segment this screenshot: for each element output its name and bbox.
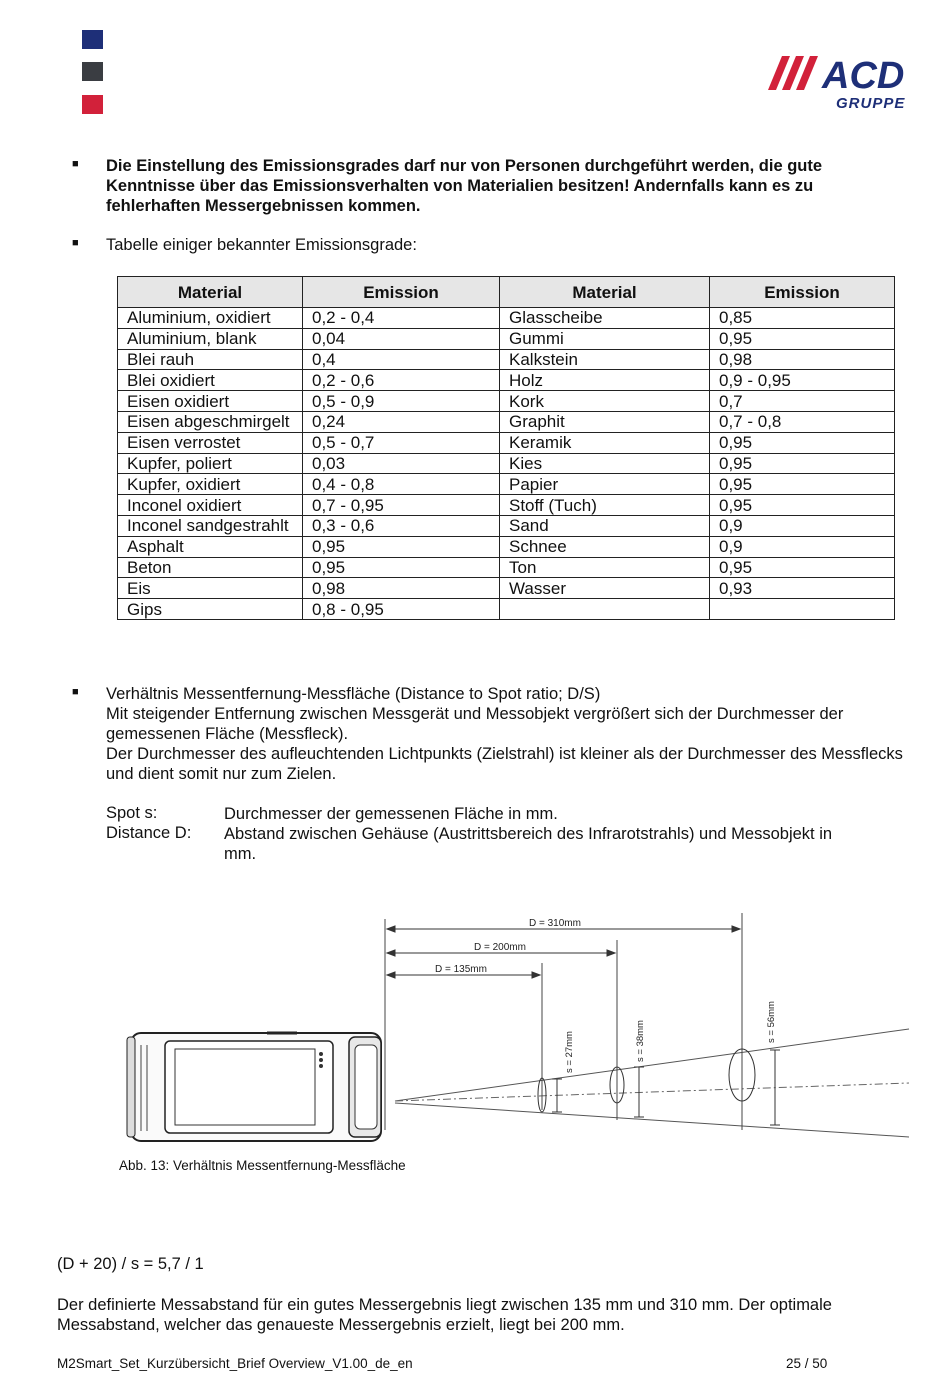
cell-material-right: Keramik (500, 432, 710, 453)
device-illustration (127, 1033, 381, 1141)
cell-emission-right: 0,85 (710, 308, 895, 329)
cell-material-left: Kupfer, poliert (118, 453, 303, 474)
cell-emission-right: 0,95 (710, 432, 895, 453)
table-row (118, 349, 895, 370)
cell-material-left: Inconel oxidiert (118, 495, 303, 516)
cell-material-right: Sand (500, 515, 710, 536)
table-row (118, 536, 895, 557)
label-d200: D = 200mm (474, 942, 526, 953)
cell-emission-right: 0,98 (710, 349, 895, 370)
cell-emission-right: 0,95 (710, 495, 895, 516)
table-row (118, 453, 895, 474)
cell-material-right: Glasscheibe (500, 308, 710, 329)
distance-text: Abstand zwischen Gehäuse (Austrittsbereich des Infrarotstrahls) und Messobjekt in mm. (224, 825, 833, 863)
cell-emission-right: 0,9 (710, 536, 895, 557)
table-row (118, 515, 895, 536)
cell-emission-left: 0,24 (303, 411, 500, 432)
cell-material-left: Inconel sandgestrahlt (118, 515, 303, 536)
footer-page-number: 25 / 50 (786, 1356, 828, 1371)
bullet-marker: ■ (72, 686, 79, 698)
cell-material-left: Aluminium, blank (118, 328, 303, 349)
header-emission-1: Emission (303, 277, 500, 308)
header-emission-2: Emission (710, 277, 895, 308)
cell-material-right: Gummi (500, 328, 710, 349)
label-s27: s = 27mm (564, 1031, 575, 1073)
cell-material-left: Asphalt (118, 536, 303, 557)
cell-emission-left: 0,5 - 0,9 (303, 391, 500, 412)
cell-material-left: Eisen verrostet (118, 432, 303, 453)
footer-document-name: M2Smart_Set_Kurzübersicht_Brief Overview_V1.00_de_en (57, 1356, 413, 1371)
cell-emission-left: 0,04 (303, 328, 500, 349)
cell-emission-right (710, 599, 895, 620)
cell-material-right: Papier (500, 474, 710, 495)
header-material-1: Material (118, 277, 303, 308)
cell-emission-left: 0,03 (303, 453, 500, 474)
cell-emission-left: 0,5 - 0,7 (303, 432, 500, 453)
cell-material-right: Ton (500, 557, 710, 578)
header-material-2: Material (500, 277, 710, 308)
cell-material-left: Blei rauh (118, 349, 303, 370)
table-row (118, 370, 895, 391)
cell-material-left: Kupfer, oxidiert (118, 474, 303, 495)
cell-emission-left: 0,98 (303, 578, 500, 599)
cell-emission-right: 0,95 (710, 474, 895, 495)
warning-text: Die Einstellung des Emissionsgrades darf nur von Personen durchgeführt werden, die gute Kenntnisse über das Emissionsverhalten von Materialien besitzen! Andernfalls kann es zu fehlerhaften Messergebnissen kommen. (106, 157, 823, 215)
cell-emission-left: 0,2 - 0,4 (303, 308, 500, 329)
formula: (D + 20) / s = 5,7 / 1 (57, 1255, 204, 1273)
acd-logo (764, 46, 920, 116)
ds-block (106, 684, 906, 784)
brand-square-gray (82, 62, 103, 81)
bullet-marker: ■ (72, 158, 79, 170)
cell-emission-left: 0,4 (303, 349, 500, 370)
spot-text: Durchmesser der gemessenen Fläche in mm. (224, 805, 558, 823)
table-row (118, 495, 895, 516)
cell-material-right (500, 599, 710, 620)
table-row (118, 411, 895, 432)
distance-label: Distance D: (106, 824, 192, 842)
cell-emission-left: 0,3 - 0,6 (303, 515, 500, 536)
cell-emission-left: 0,2 - 0,6 (303, 370, 500, 391)
cell-emission-right: 0,93 (710, 578, 895, 599)
cell-material-left: Blei oxidiert (118, 370, 303, 391)
brand-square-navy (82, 30, 103, 49)
table-row (118, 308, 895, 329)
cell-emission-left: 0,8 - 0,95 (303, 599, 500, 620)
cell-emission-left: 0,95 (303, 536, 500, 557)
cell-material-left: Eisen abgeschmirgelt (118, 411, 303, 432)
cell-material-left: Aluminium, oxidiert (118, 308, 303, 329)
bullet-marker: ■ (72, 237, 79, 249)
cell-material-right: Kies (500, 453, 710, 474)
label-d135: D = 135mm (435, 964, 487, 975)
label-s38: s = 38mm (635, 1020, 646, 1062)
table-row (118, 578, 895, 599)
distance-spot-diagram (117, 905, 917, 1155)
cell-material-right: Schnee (500, 536, 710, 557)
cell-material-right: Graphit (500, 411, 710, 432)
cell-material-left: Beton (118, 557, 303, 578)
cell-emission-right: 0,9 - 0,95 (710, 370, 895, 391)
table-row (118, 557, 895, 578)
table-row (118, 391, 895, 412)
emission-table (117, 276, 895, 620)
final-paragraph: Der definierte Messabstand für ein gutes Messergebnis liegt zwischen 135 mm und 310 mm. Der optimale Messabstand, welcher das genaueste Messergebnis erzielt, liegt bei 200 mm. (57, 1296, 832, 1334)
cell-emission-left: 0,95 (303, 557, 500, 578)
spot-label: Spot s: (106, 804, 158, 822)
cell-material-right: Kork (500, 391, 710, 412)
cell-material-right: Kalkstein (500, 349, 710, 370)
cell-material-right: Wasser (500, 578, 710, 599)
cell-material-left: Eis (118, 578, 303, 599)
cell-emission-right: 0,95 (710, 557, 895, 578)
cell-emission-right: 0,7 (710, 391, 895, 412)
cell-emission-right: 0,95 (710, 328, 895, 349)
cell-material-right: Stoff (Tuch) (500, 495, 710, 516)
table-row (118, 432, 895, 453)
cell-material-left: Gips (118, 599, 303, 620)
table-header-row (118, 277, 895, 308)
table-row (118, 474, 895, 495)
cell-material-right: Holz (500, 370, 710, 391)
logo-sub-text: GRUPPE (836, 95, 906, 112)
logo-brand-text: ACD (822, 55, 905, 97)
label-s56: s = 56mm (766, 1001, 777, 1043)
cell-emission-right: 0,9 (710, 515, 895, 536)
table-row (118, 328, 895, 349)
ds-title: Verhältnis Messentfernung-Messfläche (Distance to Spot ratio; D/S) (106, 685, 601, 703)
table-row (118, 599, 895, 620)
figure-caption: Abb. 13: Verhältnis Messentfernung-Messfläche (119, 1158, 406, 1173)
table-intro: Tabelle einiger bekannter Emissionsgrade: (106, 236, 417, 254)
cell-emission-right: 0,95 (710, 453, 895, 474)
ds-paragraph-2: Der Durchmesser des aufleuchtenden Lichtpunkts (Zielstrahl) ist kleiner als der Durchmesser des Messflecks und dient somit nur zum Zielen. (106, 745, 903, 783)
brand-square-red (82, 95, 103, 114)
cell-emission-right: 0,7 - 0,8 (710, 411, 895, 432)
label-d310: D = 310mm (529, 918, 581, 929)
cell-material-left: Eisen oxidiert (118, 391, 303, 412)
cell-emission-left: 0,4 - 0,8 (303, 474, 500, 495)
cell-emission-left: 0,7 - 0,95 (303, 495, 500, 516)
ds-paragraph-1: Mit steigender Entfernung zwischen Messgerät und Messobjekt vergrößert sich der Durchmesser der gemessenen Fläche (Messfleck). (106, 705, 844, 743)
